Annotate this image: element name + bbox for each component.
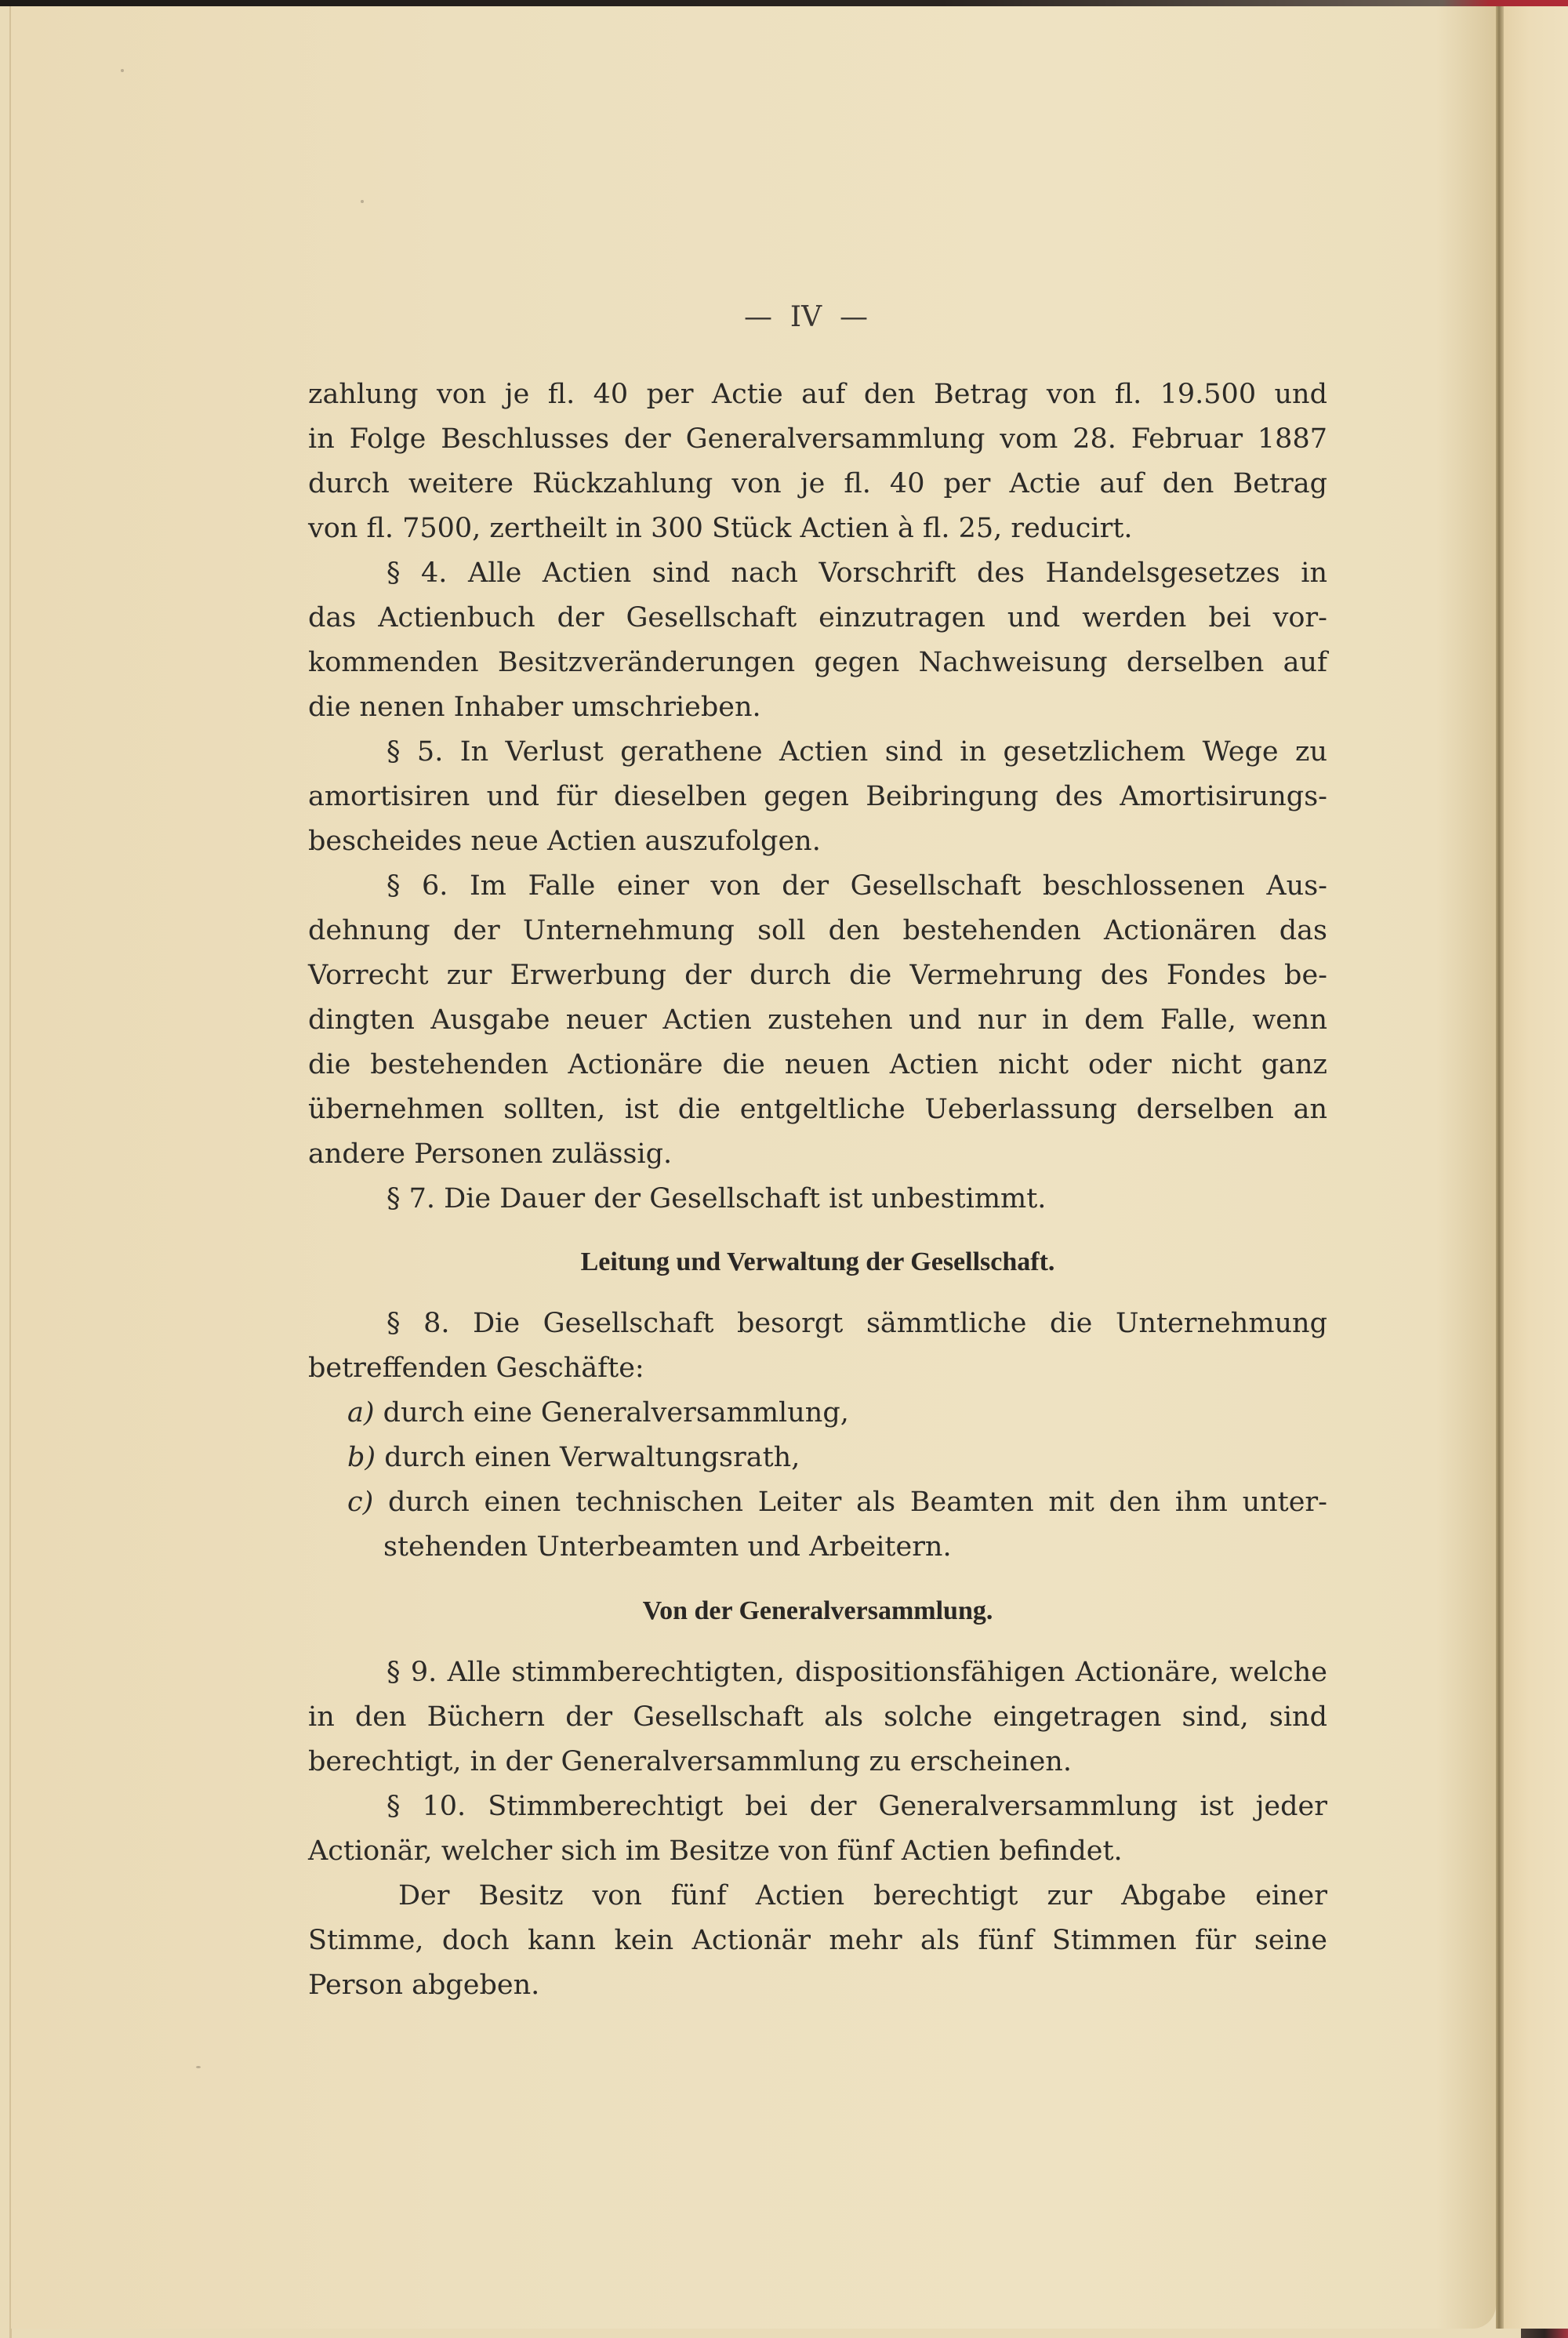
- book-gutter: [1496, 6, 1504, 2329]
- section-6-line: Vorrecht zur Erwerbung der durch die Vermehrung des Fondes be-: [308, 960, 1327, 991]
- list-item-text: durch einen Verwaltungsrath,: [384, 1442, 800, 1473]
- section-8-line: betreffenden Geschäfte:: [308, 1352, 644, 1384]
- body-line: durch weitere Rückzahlung von je fl. 40 per Actie auf den Betrag: [308, 468, 1327, 499]
- section-6-line: andere Personen zulässig.: [308, 1138, 673, 1170]
- section-4-line: die nenen Inhaber umschrieben.: [308, 692, 761, 723]
- section-6-line: § 6. Im Falle einer von der Gesellschaft beschlossenen Aus-: [387, 870, 1327, 902]
- paper-speck: [121, 69, 124, 72]
- section-heading-general-assembly: Von der Generalversammlung.: [642, 1596, 993, 1625]
- section-5-line: amortisiren und für dieselben gegen Beibringung des Amortisirungs-: [308, 781, 1327, 812]
- list-marker: c): [347, 1487, 374, 1518]
- section-9-line: § 9. Alle stimmberechtigten, dispositionsfähigen Actionäre, welche: [387, 1657, 1327, 1688]
- list-item: [347, 1438, 1327, 1477]
- section-heading-management: Leitung und Verwaltung der Gesellschaft.: [580, 1247, 1055, 1276]
- section-4-line: kommenden Besitzveränderungen gegen Nachweisung derselben auf: [308, 647, 1327, 678]
- section-6-line: dingten Ausgabe neuer Actien zustehen und nur in dem Falle, wenn: [308, 1004, 1327, 1036]
- list-item-text: durch einen technischen Leiter als Beamten mit den ihm unter-: [388, 1487, 1327, 1518]
- section-4-line: § 4. Alle Actien sind nach Vorschrift des Handelsgesetzes in: [387, 557, 1327, 589]
- section-9-line: berechtigt, in der Generalversammlung zu erscheinen.: [308, 1746, 1072, 1777]
- section-6-line: dehnung der Unternehmung soll den bestehenden Actionären das: [308, 915, 1327, 946]
- section-6-line: die bestehenden Actionäre die neuen Actien nicht oder nicht ganz: [308, 1049, 1327, 1080]
- section-10-line: Der Besitz von fünf Actien berechtigt zur Abgabe einer: [398, 1880, 1327, 1911]
- book-cover-bottom-edge: [1521, 2329, 1568, 2338]
- section-10-line: § 10. Stimmberechtigt bei der Generalversammlung ist jeder: [387, 1791, 1327, 1822]
- section-6-line: übernehmen sollten, ist die entgeltliche Ueberlassung derselben an: [308, 1094, 1327, 1125]
- adjacent-page-edge: [1504, 6, 1568, 2329]
- section-10-line: Actionär, welcher sich im Besitze von fünf Actien befindet.: [308, 1835, 1123, 1867]
- section-5-line: bescheides neue Actien auszufolgen.: [308, 826, 821, 857]
- list-item: [347, 1393, 1327, 1432]
- section-10-line: Person abgeben.: [308, 1970, 540, 2001]
- paper-speck: [361, 200, 364, 203]
- list-item: [347, 1483, 1327, 1522]
- body-line: in Folge Beschlusses der Generalversammlung vom 28. Februar 1887: [308, 423, 1327, 455]
- list-item-text: durch eine Generalversammlung,: [383, 1397, 849, 1429]
- section-10-line: Stimme, doch kann kein Actionär mehr als fünf Stimmen für seine: [308, 1925, 1327, 1956]
- list-item-continuation: stehenden Unterbeamten und Arbeitern.: [383, 1531, 952, 1563]
- paper-speck: [196, 2066, 201, 2068]
- body-line: zahlung von je fl. 40 per Actie auf den Betrag von fl. 19.500 und: [308, 379, 1327, 410]
- book-cover-top-edge: [0, 0, 1568, 6]
- section-4-line: das Actienbuch der Gesellschaft einzutragen und werden bei vor-: [308, 602, 1327, 634]
- section-8-line: § 8. Die Gesellschaft besorgt sämmtliche die Unternehmung: [387, 1308, 1327, 1339]
- list-marker: a): [347, 1397, 375, 1429]
- page-number: — IV —: [744, 301, 868, 333]
- section-5-line: § 5. In Verlust gerathene Actien sind in gesetzlichem Wege zu: [387, 736, 1327, 768]
- section-9-line: in den Büchern der Gesellschaft als solche eingetragen sind, sind: [308, 1701, 1327, 1733]
- list-marker: b): [347, 1442, 376, 1473]
- body-line: von fl. 7500, zertheilt in 300 Stück Actien à fl. 25, reducirt.: [308, 513, 1133, 544]
- section-7-line: § 7. Die Dauer der Gesellschaft ist unbestimmt.: [387, 1183, 1047, 1214]
